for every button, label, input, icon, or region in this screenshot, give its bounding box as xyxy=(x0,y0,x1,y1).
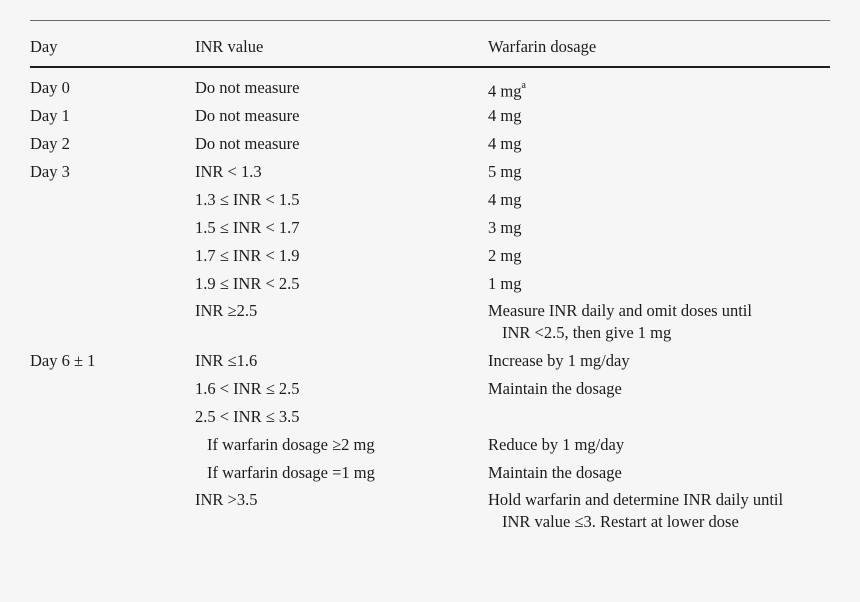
table-row xyxy=(0,188,860,212)
row-day: Day 0 xyxy=(30,78,70,97)
table-row xyxy=(0,349,860,373)
row-dose: 5 mg xyxy=(488,162,522,181)
row-dose: 4 mg xyxy=(488,134,522,153)
row-dose-continuation: INR <2.5, then give 1 mg xyxy=(502,323,672,342)
table-row xyxy=(0,76,860,100)
header-warfarin-dosage: Warfarin dosage xyxy=(488,37,597,56)
row-dose: Hold warfarin and determine INR daily until xyxy=(488,490,784,509)
table-row xyxy=(0,272,860,296)
row-day: Day 6 ± 1 xyxy=(30,351,96,370)
header-day: Day xyxy=(30,37,58,56)
table-row xyxy=(0,160,860,184)
row-inr: 1.7 ≤ INR < 1.9 xyxy=(195,246,300,265)
table-row xyxy=(0,104,860,128)
row-inr: INR < 1.3 xyxy=(195,162,262,181)
row-inr: INR ≥2.5 xyxy=(195,301,258,320)
table-row xyxy=(0,244,860,268)
row-inr: Do not measure xyxy=(195,106,300,125)
footnote-marker: a xyxy=(521,80,526,91)
table-row xyxy=(0,461,860,485)
row-dose: 4 mg xyxy=(488,106,522,125)
header-inr-value: INR value xyxy=(195,37,264,56)
row-dose-continuation: INR value ≤3. Restart at lower dose xyxy=(502,512,739,531)
table-row xyxy=(0,132,860,156)
row-dose: 3 mg xyxy=(488,218,522,237)
row-inr: 1.5 ≤ INR < 1.7 xyxy=(195,218,300,237)
table-row xyxy=(0,216,860,240)
row-day: Day 2 xyxy=(30,134,70,153)
row-inr: If warfarin dosage ≥2 mg xyxy=(207,435,375,454)
table-row xyxy=(0,405,860,429)
row-inr: 2.5 < INR ≤ 3.5 xyxy=(195,407,300,426)
row-inr: 1.3 ≤ INR < 1.5 xyxy=(195,190,300,209)
table-row xyxy=(0,488,860,512)
row-inr: If warfarin dosage =1 mg xyxy=(207,463,375,482)
table-row xyxy=(0,377,860,401)
row-day: Day 1 xyxy=(30,106,70,125)
row-dose: Measure INR daily and omit doses until xyxy=(488,301,752,320)
dose-text: 4 mg xyxy=(488,81,522,101)
row-inr: INR ≤1.6 xyxy=(195,351,258,370)
row-dose: 2 mg xyxy=(488,246,522,265)
row-inr: 1.9 ≤ INR < 2.5 xyxy=(195,274,300,293)
table-row xyxy=(0,299,860,323)
row-inr: 1.6 < INR ≤ 2.5 xyxy=(195,379,300,398)
table-top-rule xyxy=(30,20,830,21)
row-dose: Reduce by 1 mg/day xyxy=(488,435,625,454)
row-dose: Maintain the dosage xyxy=(488,379,622,398)
row-inr: Do not measure xyxy=(195,134,300,153)
row-dose: Increase by 1 mg/day xyxy=(488,351,630,370)
row-inr: INR >3.5 xyxy=(195,490,258,509)
row-dose: 1 mg xyxy=(488,274,522,293)
row-dose: 4 mg xyxy=(488,190,522,209)
row-inr: Do not measure xyxy=(195,78,300,97)
row-dose: Maintain the dosage xyxy=(488,463,622,482)
table-header-rule xyxy=(30,66,830,68)
row-day: Day 3 xyxy=(30,162,70,181)
table-row xyxy=(0,433,860,457)
row-dose xyxy=(488,76,526,104)
table-header-row xyxy=(0,35,860,59)
